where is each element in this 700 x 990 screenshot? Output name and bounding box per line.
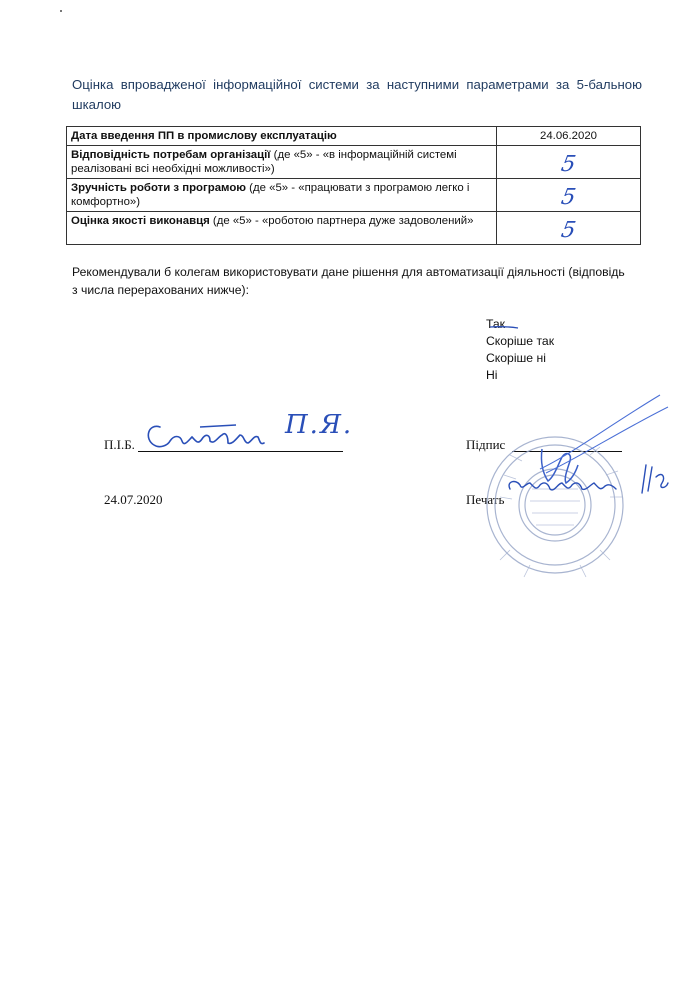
criterion-note: (де «5» - «роботою партнера дуже задоволений»	[209, 215, 474, 227]
value-cell	[497, 127, 641, 146]
table-row	[67, 146, 641, 179]
criterion-cell	[67, 212, 497, 245]
handwritten-score: 5	[558, 217, 578, 243]
criterion-note: (де «5» - «в інформаційній системі реалізовані всі необхідні можливості»)	[71, 149, 457, 175]
criterion-note: (де «5» - «працювати з програмою легко і комфортно»)	[71, 182, 470, 208]
scan-speck	[60, 10, 62, 12]
criterion-cell	[67, 179, 497, 212]
answer-option-rather-yes: Скоріше так	[486, 334, 555, 348]
stamp-label: Печать	[466, 492, 505, 507]
value-cell	[497, 146, 641, 179]
fio-label: П.І.Б.	[104, 437, 135, 452]
handwritten-initials: П.Я.	[285, 410, 354, 440]
commission-date: 24.06.2020	[539, 130, 597, 142]
answer-option-rather-no: Скоріше ні	[486, 351, 546, 365]
handwritten-score: 5	[558, 184, 578, 210]
value-cell	[497, 212, 641, 245]
signature-label: Підпис	[466, 437, 506, 452]
table-row	[67, 127, 641, 146]
criterion-title: Зручність роботи з програмою	[71, 182, 247, 194]
document-date: 24.07.2020	[104, 492, 163, 507]
rating-table	[66, 126, 641, 245]
handwritten-score: 5	[558, 151, 578, 177]
round-stamp-with-signature	[470, 385, 685, 595]
criterion-title: Дата введення ПП в промислову експлуатацію	[71, 130, 337, 142]
criterion-cell	[67, 146, 497, 179]
table-row	[67, 212, 641, 245]
answer-option-yes: Так	[486, 317, 506, 331]
selected-answer-underline	[489, 325, 519, 329]
answer-option-no: Ні	[486, 368, 498, 382]
criterion-title: Оцінка якості виконавця	[71, 215, 210, 227]
value-cell	[497, 179, 641, 212]
table-row	[67, 179, 641, 212]
criterion-title: Відповідність потребам організації	[71, 149, 271, 161]
criterion-cell	[67, 127, 497, 146]
recommendation-question: Рекомендували б колегам використовувати дане рішення для автоматизації діяльності (відповідь з числа перерахованих нижче):	[72, 265, 625, 297]
intro-paragraph: Оцінка впровадженої інформаційної системи за наступними параметрами за 5-бальною шкалою	[72, 77, 642, 112]
